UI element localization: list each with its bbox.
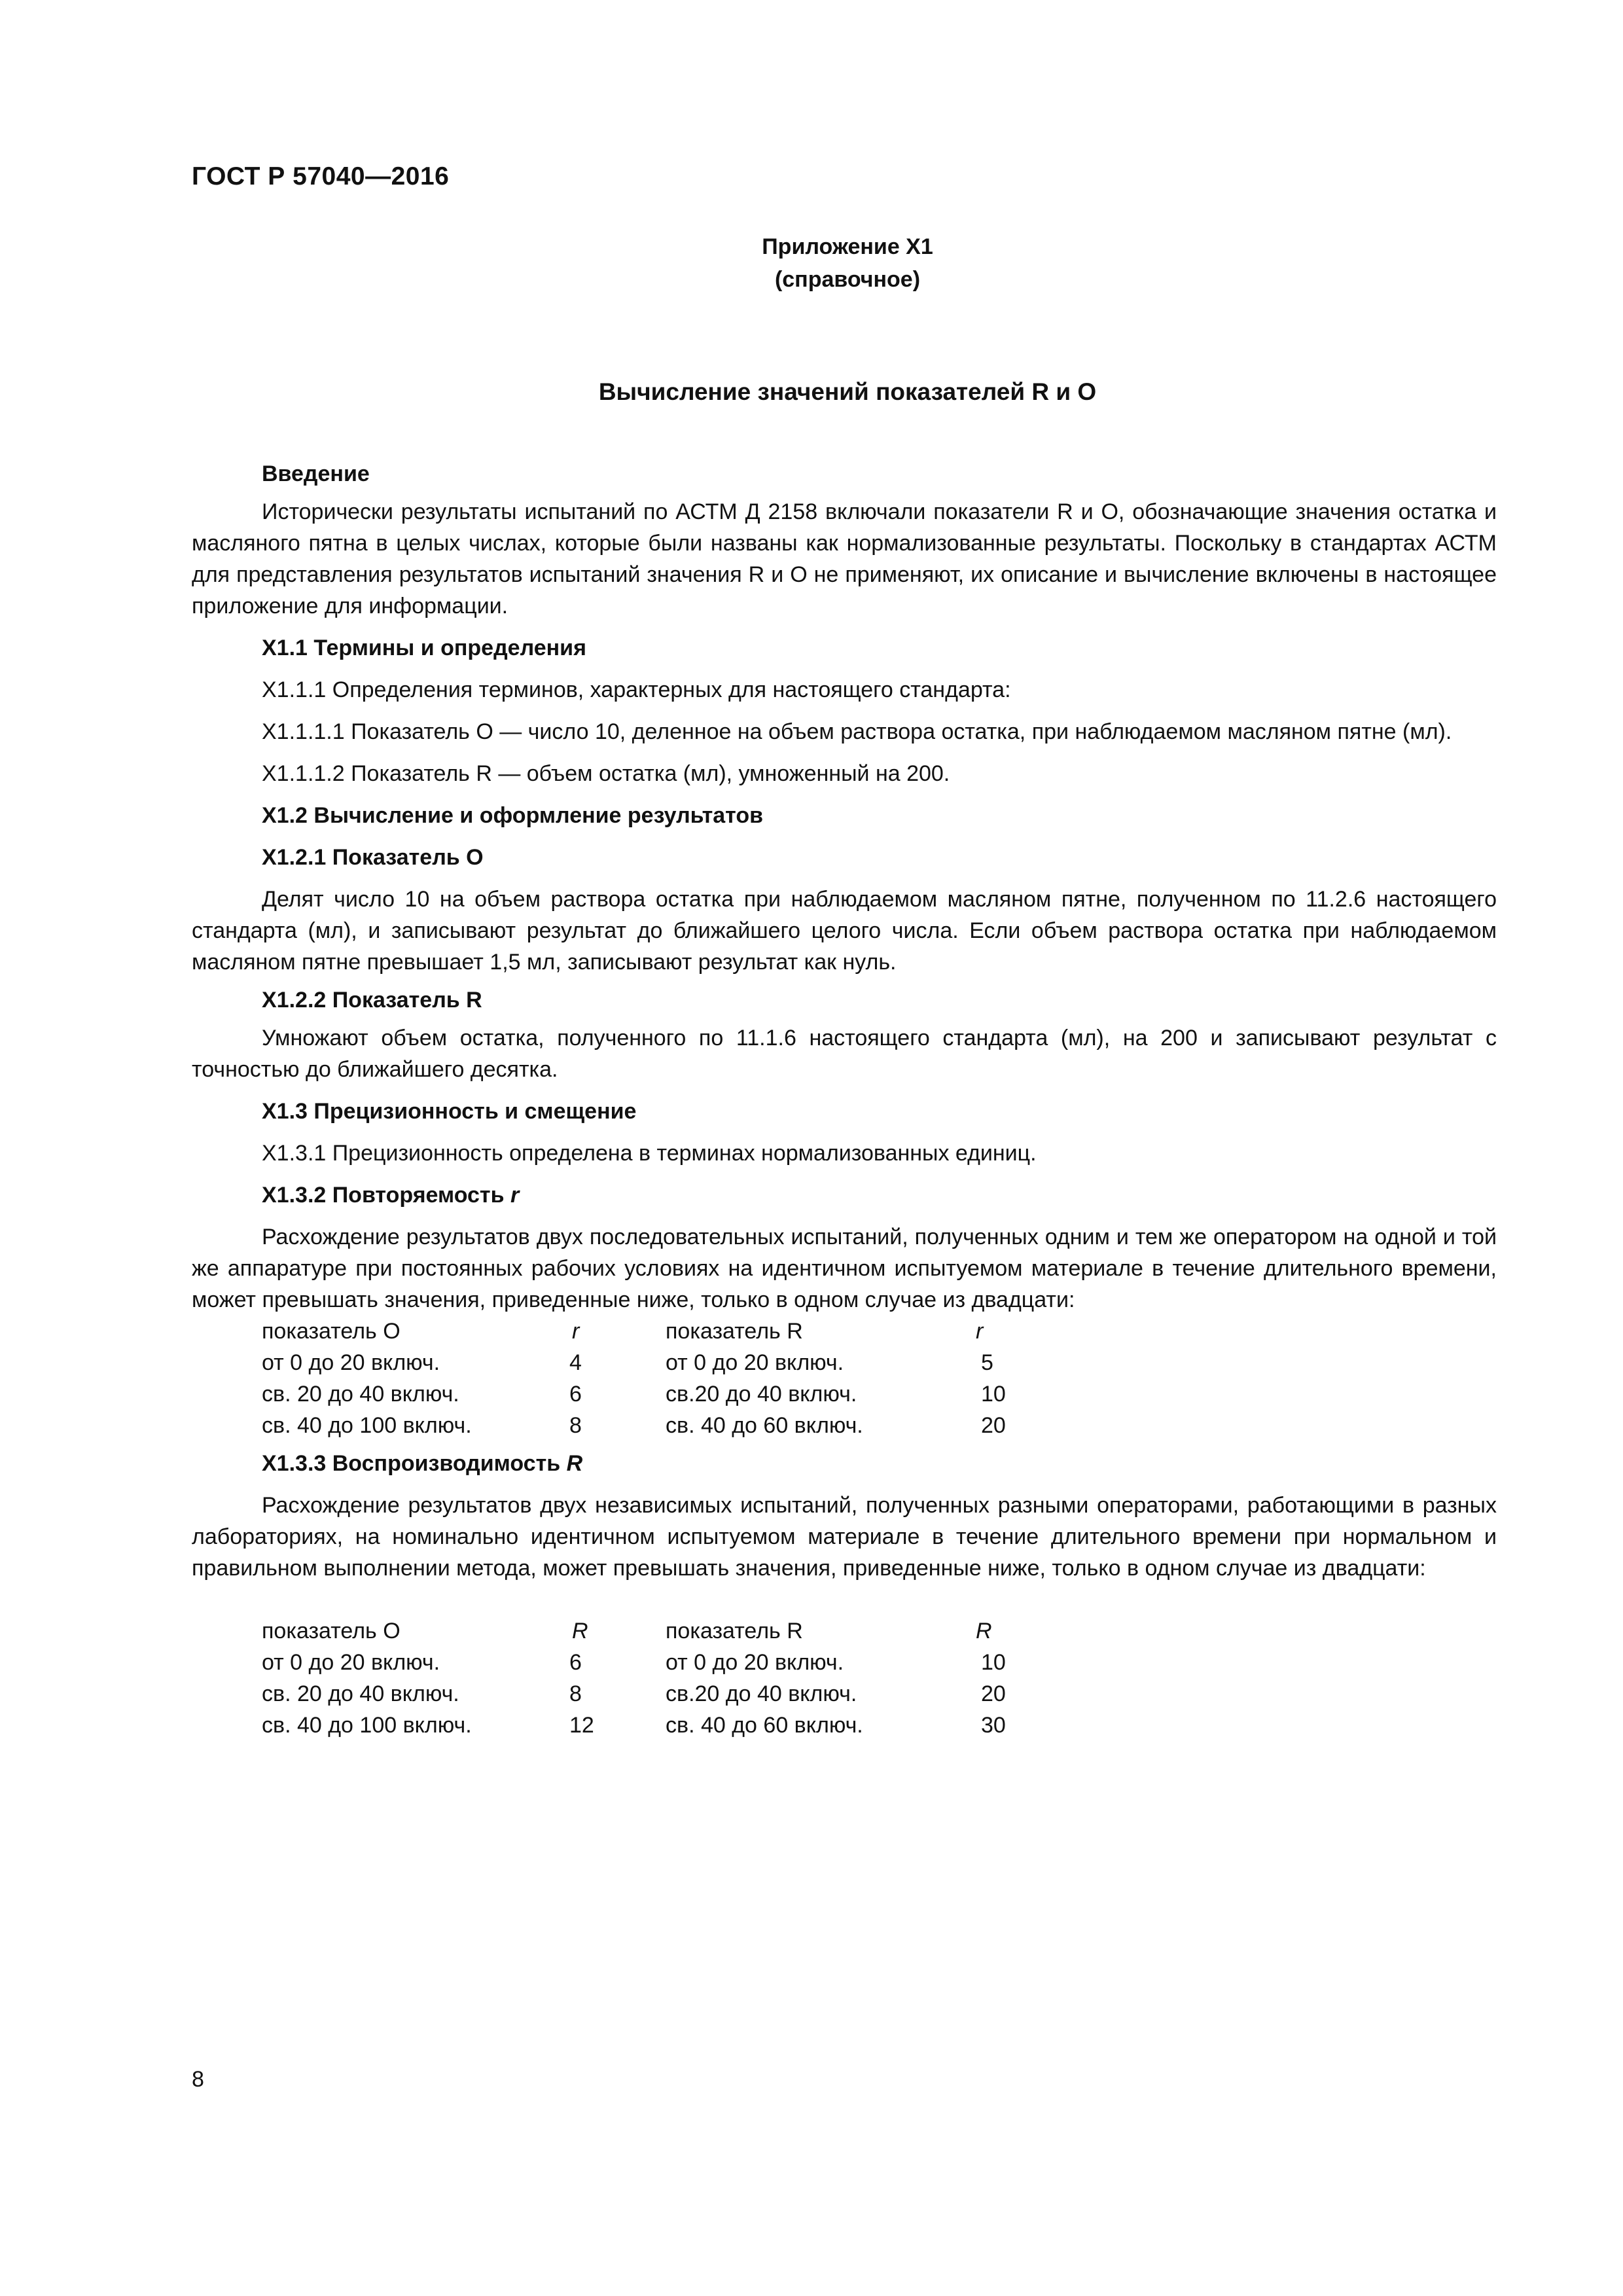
table-cell: св. 20 до 40 включ. xyxy=(262,1382,459,1407)
annex-title-block xyxy=(0,230,1623,296)
annex-title: Приложение Х1 xyxy=(762,234,933,259)
annex-subtitle: (справочное) xyxy=(774,267,921,292)
section-x1-2-1-paragraph: Делят число 10 на объем раствора остатка при наблюдаемом масляном пятне, полученном по 11.2.6 настоящего стандарта (мл), и записывают результат до ближайшего целого числа. Если объем раствора остатка при наблюдаемом масляном пятне превышает 1,5 мл, записывают результат как нуль. xyxy=(192,887,1497,975)
table-cell: 30 xyxy=(981,1713,1006,1738)
table-row xyxy=(262,1378,1033,1410)
intro-paragraph: Исторически результаты испытаний по АСТМ Д 2158 включали показатели R и О, обозначающие значения остатка и масляного пятна в целых числах, которые были названы как нормализованные результаты. Поскольку в стандартах АСТМ для представления результатов испытаний значения R и О не применяют, их описание и вычисление включены в настоящее приложение для информации. xyxy=(192,499,1497,619)
table-cell: 4 xyxy=(569,1350,582,1375)
section-x1-2-2-paragraph: Умножают объем остатка, полученного по 11.1.6 настоящего стандарта (мл), на 200 и записывают результат с точностью до ближайшего десятка. xyxy=(192,1026,1497,1082)
table-header-cell: показатель О xyxy=(262,1319,401,1344)
table-header-cell: показатель R xyxy=(666,1619,803,1643)
table-cell: 20 xyxy=(981,1681,1006,1706)
table-header-cell: r xyxy=(572,1319,580,1344)
section-x1-1-1-2-paragraph: Х1.1.1.2 Показатель R — объем остатка (мл), умноженный на 200. xyxy=(262,761,950,786)
table-cell: 20 xyxy=(981,1413,1006,1438)
table-row xyxy=(262,1647,1033,1678)
intro-heading: Введение xyxy=(262,461,370,486)
table-cell: 8 xyxy=(569,1413,582,1438)
section-x1-2-1-heading: Х1.2.1 Показатель О xyxy=(262,845,484,870)
section-x1-3-heading: Х1.3 Прецизионность и смещение xyxy=(262,1099,637,1124)
table-cell: св.20 до 40 включ. xyxy=(666,1681,857,1706)
reproducibility-paragraph: Расхождение результатов двух независимых испытаний, полученных разными операторами, работающими в разных лабораториях, на номинально идентичном испытуемом материале в течение длительного времени при нормальном и правильном выполнении метода, может превышать значения, приведенные ниже, только в одном случае из двадцати: xyxy=(192,1493,1497,1581)
table-row xyxy=(262,1410,1033,1441)
table-header-row xyxy=(262,1316,1033,1347)
section-x1-2-2-heading: Х1.2.2 Показатель R xyxy=(262,988,482,1013)
table-header-cell: показатель R xyxy=(666,1319,803,1344)
table-cell: 10 xyxy=(981,1650,1006,1675)
table-cell: св. 20 до 40 включ. xyxy=(262,1681,459,1706)
section-x1-2-heading: Х1.2 Вычисление и оформление результатов xyxy=(262,803,764,828)
document-body xyxy=(192,458,1497,1741)
section-x1-1-1-1-paragraph: Х1.1.1.1 Показатель О — число 10, деленное на объем раствора остатка, при наблюдаемом масляном пятне (мл). xyxy=(262,719,1452,744)
reproducibility-symbol: R xyxy=(566,1451,583,1476)
reproducibility-table xyxy=(262,1615,1033,1741)
table-cell: 12 xyxy=(569,1713,594,1738)
table-cell: от 0 до 20 включ. xyxy=(262,1350,440,1375)
table-row xyxy=(262,1678,1033,1710)
document-code: ГОСТ Р 57040—2016 xyxy=(192,162,450,190)
table-cell: от 0 до 20 включ. xyxy=(666,1650,844,1675)
table-cell: св. 40 до 60 включ. xyxy=(666,1713,863,1738)
table-cell: 6 xyxy=(569,1650,582,1675)
section-x1-3-2-heading xyxy=(192,1179,1497,1211)
page-number: 8 xyxy=(192,2067,204,2092)
table-row xyxy=(262,1347,1033,1378)
repeatability-table xyxy=(262,1316,1033,1441)
table-cell: св. 40 до 100 включ. xyxy=(262,1413,472,1438)
table-header-row xyxy=(262,1615,1033,1647)
table-cell: св. 40 до 100 включ. xyxy=(262,1713,472,1738)
table-row xyxy=(262,1710,1033,1741)
table-cell: от 0 до 20 включ. xyxy=(262,1650,440,1675)
table-cell: 6 xyxy=(569,1382,582,1407)
section-x1-3-3-heading xyxy=(192,1448,1497,1479)
table-cell: 10 xyxy=(981,1382,1006,1407)
table-cell: св.20 до 40 включ. xyxy=(666,1382,857,1407)
table-cell: 8 xyxy=(569,1681,582,1706)
section-x1-1-heading: Х1.1 Термины и определения xyxy=(262,636,586,660)
section-x1-3-1-paragraph: Х1.3.1 Прецизионность определена в терминах нормализованных единиц. xyxy=(262,1141,1037,1166)
repeatability-symbol: r xyxy=(510,1183,520,1208)
table-header-cell: R xyxy=(572,1619,588,1643)
table-cell: св. 40 до 60 включ. xyxy=(666,1413,863,1438)
repeatability-paragraph: Расхождение результатов двух последовательных испытаний, полученных одним и тем же оператором на одной и той же аппаратуре при постоянных рабочих условиях на идентичном испытуемом материале в течение длительного времени, может превышать значения, приведенные ниже, только в одном случае из двадцати: xyxy=(192,1225,1497,1312)
table-header-cell: R xyxy=(976,1619,992,1643)
table-cell: 5 xyxy=(981,1350,993,1375)
section-x1-3-3-heading-text: Х1.3.3 Воспроизводимость xyxy=(262,1451,567,1476)
main-title: Вычисление значений показателей R и O xyxy=(598,378,1097,405)
table-header-cell: показатель О xyxy=(262,1619,401,1643)
section-x1-1-1-paragraph: Х1.1.1 Определения терминов, характерных для настоящего стандарта: xyxy=(262,677,1011,702)
table-cell: от 0 до 20 включ. xyxy=(666,1350,844,1375)
section-x1-3-2-heading-text: Х1.3.2 Повторяемость xyxy=(262,1183,510,1208)
table-header-cell: r xyxy=(976,1319,984,1344)
